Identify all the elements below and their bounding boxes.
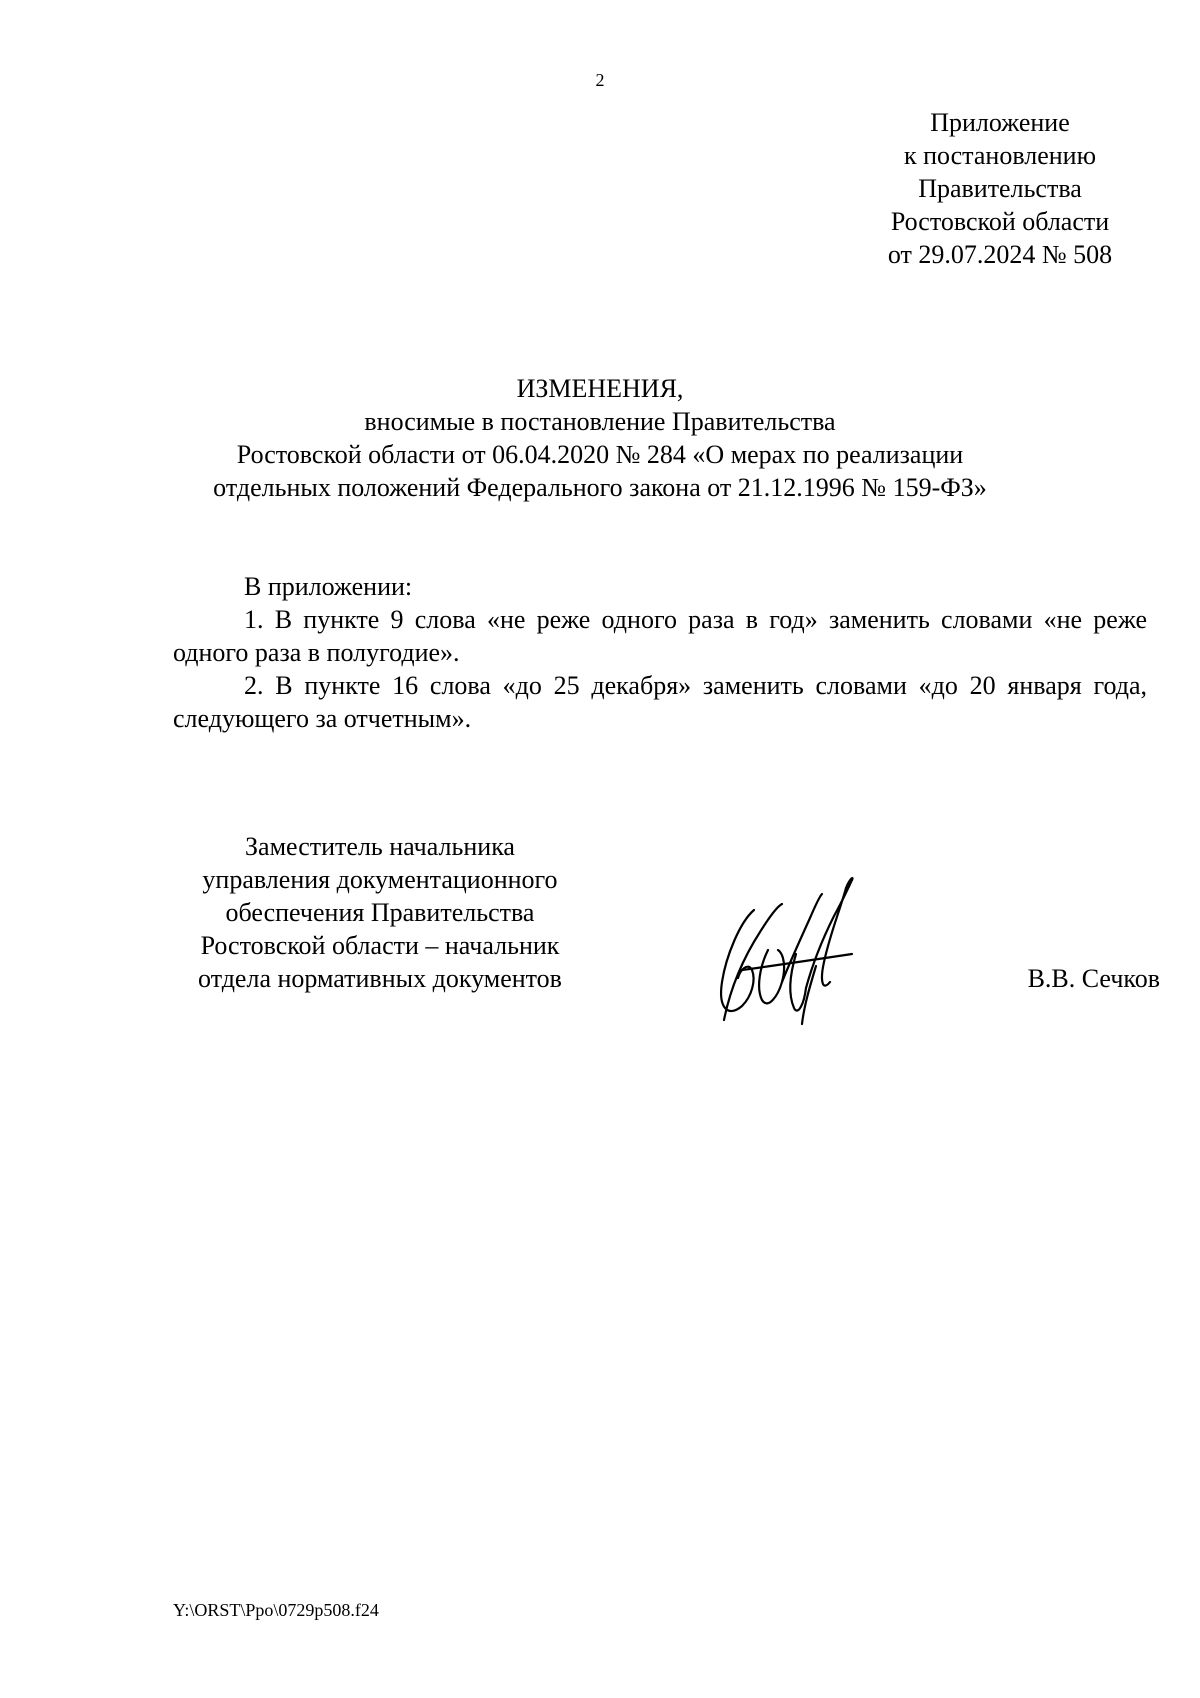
amendment-item-1: 1. В пункте 9 слова «не реже одного раза в год» заменить словами «не реже одного раза в полугодие». xyxy=(173,605,1147,667)
position-line: управления документационного xyxy=(202,865,558,894)
file-path: Y:\ORST\Ppo\0729p508.f24 xyxy=(173,1600,379,1620)
signer-name: В.В. Сечков xyxy=(1027,964,1160,993)
title-line: отдельных положений Федерального закона от 21.12.1996 № 159-ФЗ» xyxy=(213,473,987,502)
document-body xyxy=(173,570,1147,735)
appendix-header xyxy=(820,106,1180,271)
position-line: отдела нормативных документов xyxy=(198,964,562,993)
appendix-line: от 29.07.2024 № 508 xyxy=(887,240,1113,269)
signatory-position xyxy=(160,830,600,995)
title-line: Ростовской области от 06.04.2020 № 284 «О мерах по реализации xyxy=(236,440,964,469)
handwritten-signature xyxy=(712,870,862,1030)
appendix-line: Приложение xyxy=(930,108,1070,137)
appendix-line: к постановлению xyxy=(903,141,1097,170)
title-heading: ИЗМЕНЕНИЯ, xyxy=(516,374,684,403)
body-intro: В приложении: xyxy=(244,572,413,601)
title-line: вносимые в постановление Правительства xyxy=(364,407,836,436)
position-line: Ростовской области – начальник xyxy=(200,931,560,960)
position-line: Заместитель начальника xyxy=(245,832,515,861)
position-line: обеспечения Правительства xyxy=(225,898,535,927)
appendix-line: Правительства xyxy=(918,174,1082,203)
page-number: 2 xyxy=(595,70,605,90)
document-title xyxy=(0,372,1200,504)
appendix-line: Ростовской области xyxy=(890,207,1110,236)
amendment-item-2: 2. В пункте 16 слова «до 25 декабря» заменить словами «до 20 января года, следующего за отчетным». xyxy=(173,671,1147,733)
